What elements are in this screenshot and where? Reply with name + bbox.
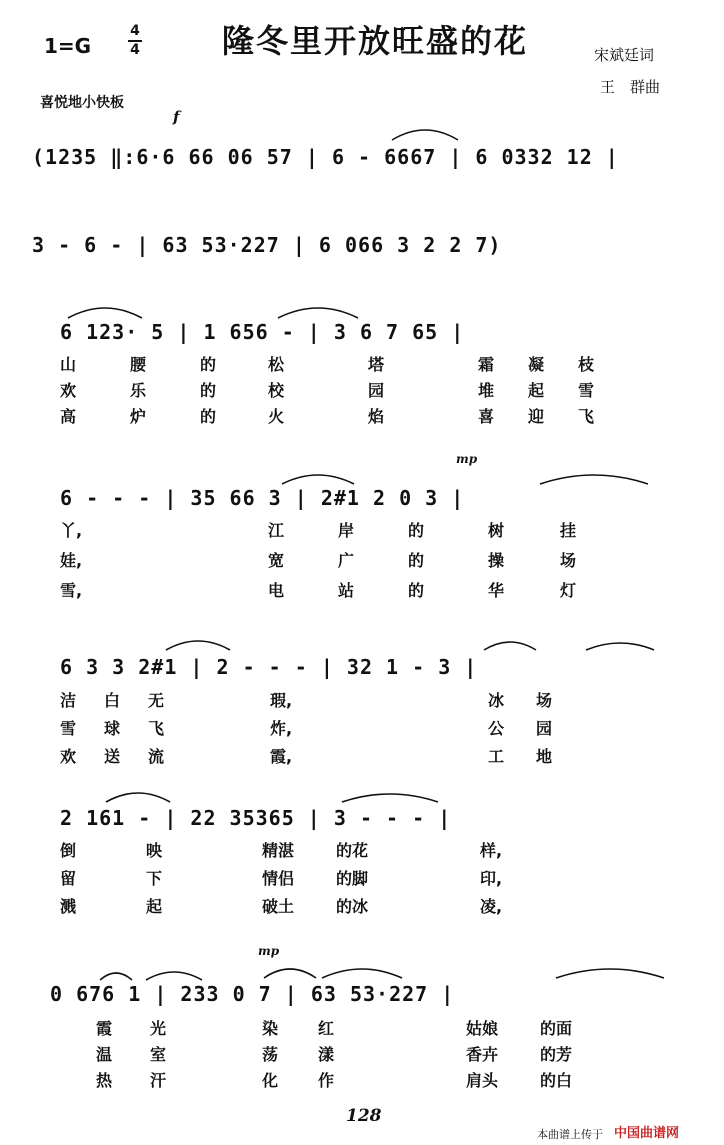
slur [100,973,132,980]
lyric: 场 [536,691,553,710]
lyric: 的花 [336,841,369,860]
lyric: 华 [488,581,505,600]
time-signature-top: 4 [130,23,140,39]
time-signature-bottom: 4 [130,42,140,58]
slur [586,643,654,650]
lyric: 送 [104,747,121,766]
slur [264,969,316,978]
slur [278,308,358,318]
lyric: 红 [318,1019,335,1038]
lyric: 山 [60,355,77,374]
lyric: 倒 [60,841,77,860]
lyric: 迎 [528,407,545,426]
slur [342,794,438,802]
lyric: 瑕, [270,691,293,710]
lyric: 广 [338,551,355,570]
upload-note: 本曲谱上传于 [537,1128,603,1141]
lyric: 光 [150,1019,167,1038]
lyric: 的 [408,521,425,540]
lyric: 荡 [262,1045,279,1064]
dynamic-forte: f [173,108,180,126]
key-signature: 1=G [44,34,92,58]
lyric: 的 [200,355,217,374]
lyric: 飞 [578,407,595,426]
time-signature [128,24,142,58]
lyric: 挂 [560,521,577,540]
lyric: 的面 [540,1019,573,1038]
lyric: 情侣 [262,869,295,888]
lyric: 欢 [60,747,77,766]
lyric: 炉 [130,407,147,426]
lyric: 雪 [578,381,595,400]
lyric: 洁 [60,691,77,710]
slur [106,793,170,802]
lyric: 灯 [560,581,577,600]
lyric: 白 [104,691,121,710]
lyric: 无 [148,691,165,710]
lyric: 焰 [368,407,385,426]
page-number: 128 [346,1106,382,1126]
lyric: 留 [60,869,77,888]
lyric: 腰 [130,355,147,374]
lyric: 化 [262,1071,279,1090]
lyric: 松 [268,355,285,374]
system-7-notes: 0 676 1 | 233 0 7 | 63 53·227 | [50,982,455,1006]
lyric: 染 [262,1019,279,1038]
slur [282,475,354,484]
dynamic-mp-2: mp [258,944,280,958]
system-1-notes: (1235 ‖:6·6 66 06 57 | 6 - 6667 | 6 0332 12 | [32,145,619,169]
lyric: 工 [488,747,505,766]
lyric: 起 [528,381,545,400]
lyric: 温 [96,1045,113,1064]
lyric: 溅 [60,897,77,916]
slur [484,642,536,650]
lyric: 姑娘 [466,1019,499,1038]
system-6-notes: 2 161 - | 22 35365 | 3 - - - | [60,806,452,830]
lyric: 岸 [338,521,355,540]
lyric: 校 [268,381,285,400]
lyric: 的 [408,551,425,570]
lyric: 枝 [578,355,595,374]
lyric: 凌, [480,897,503,916]
lyric: 高 [60,407,77,426]
lyric: 下 [146,869,163,888]
lyric: 雪 [60,719,77,738]
lyric: 漾 [318,1045,335,1064]
lyricist-credit: 宋斌廷词 [594,46,655,64]
lyric: 公 [488,719,505,738]
slur [166,641,230,650]
lyric: 喜 [478,407,495,426]
lyric: 凝 [528,355,545,374]
slur [540,475,648,484]
site-logo: 中国曲谱网 [614,1126,680,1141]
lyric: 流 [148,747,165,766]
lyric: 宽 [268,551,285,570]
lyric: 树 [488,521,505,540]
lyric: 塔 [368,355,385,374]
lyric: 欢 [60,381,77,400]
lyric: 热 [96,1071,113,1090]
lyric: 霞, [270,747,293,766]
lyric: 冰 [488,691,505,710]
lyric: 火 [268,407,285,426]
lyric: 霞 [96,1019,113,1038]
lyric: 起 [146,897,163,916]
slur [556,969,664,978]
lyric: 映 [146,841,163,860]
system-3-notes: 6 123· 5 | 1 656 - | 3 6 7 65 | [60,320,465,344]
lyric: 的 [200,381,217,400]
lyric: 肩头 [466,1071,499,1090]
lyric: 电 [268,581,285,600]
lyric: 作 [318,1071,335,1090]
slur [392,130,458,140]
lyric: 飞 [148,719,165,738]
lyric: 园 [536,719,553,738]
system-2-notes: 3 - 6 - | 63 53·227 | 6 066 3 2 2 7) [32,233,502,257]
slur [322,969,402,978]
slur [146,972,202,980]
tempo-marking: 喜悦地小快板 [40,95,124,111]
lyric: 乐 [130,381,147,400]
lyric: 样, [480,841,503,860]
lyric: 的脚 [336,869,369,888]
lyric: 的 [408,581,425,600]
lyric: 娃, [60,551,83,570]
system-4-notes: 6 - - - | 35 66 3 | 2#1 2 0 3 | [60,486,465,510]
lyric: 的 [200,407,217,426]
lyric: 的冰 [336,897,369,916]
lyric: 球 [104,719,121,738]
system-5-notes: 6 3 3 2#1 | 2 - - - | 32 1 - 3 | [60,655,478,679]
lyric: 破土 [262,897,295,916]
slur [68,308,142,318]
lyric: 精湛 [262,841,295,860]
lyric: 炸, [270,719,293,738]
lyric: 霜 [478,355,495,374]
lyric: 室 [150,1045,167,1064]
lyric: 园 [368,381,385,400]
lyric: 印, [480,869,503,888]
lyric: 香卉 [466,1045,499,1064]
lyric: 操 [488,551,505,570]
lyric: 场 [560,551,577,570]
lyric: 站 [338,581,355,600]
lyric: 堆 [478,381,495,400]
dynamic-mp-1: mp [456,452,478,466]
lyric: 地 [536,747,553,766]
composer-credit: 王 群曲 [600,78,661,96]
lyric: 的芳 [540,1045,573,1064]
song-title: 隆冬里开放旺盛的花 [222,22,529,60]
lyric: 雪, [60,581,83,600]
lyric: 汗 [150,1071,167,1090]
lyric: 江 [268,521,285,540]
lyric: 丫, [60,521,83,540]
lyric: 的白 [540,1071,573,1090]
